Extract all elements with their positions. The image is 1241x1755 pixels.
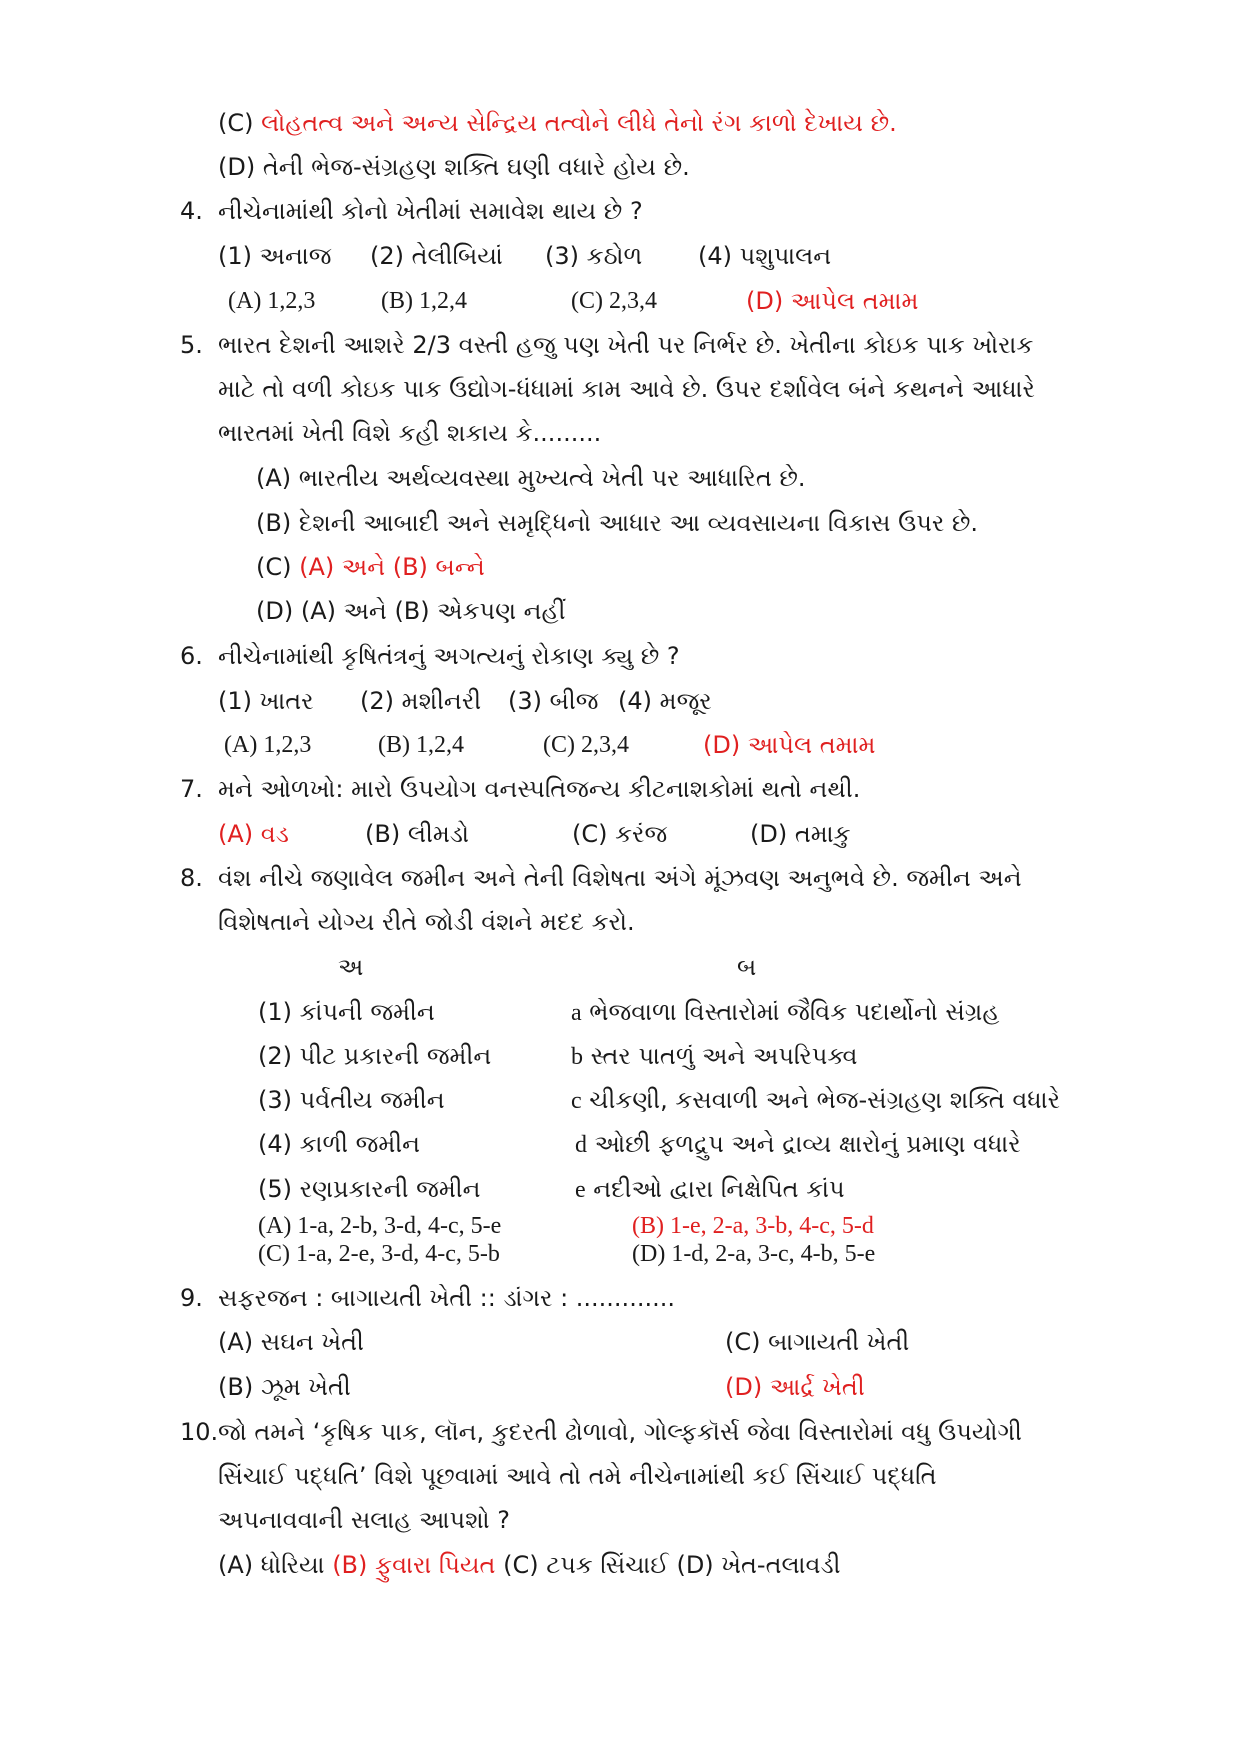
q9-number: 9. xyxy=(180,1284,203,1312)
q6-option-b: (B) 1,2,4 xyxy=(378,732,464,758)
q9-option-a: (A) સઘન ખેતી xyxy=(218,1328,364,1356)
q8-right-text-b: સ્તર પાતળું અને અપરિપક્વ xyxy=(590,1042,858,1070)
q7-number: 7. xyxy=(180,775,203,803)
q5-line-3: ભારતમાં ખેતી વિશે કહી શકાય કે......... xyxy=(218,419,602,447)
q6-item-2: (2) મશીનરી xyxy=(360,687,482,715)
q5-line-2: માટે તો વળી કોઇક પાક ઉદ્યોગ-ધંધામાં કામ આવે છે. ઉપર દર્શાવેલ બંને કથનને આધારે xyxy=(218,375,1035,403)
q8-right-key-e: e xyxy=(575,1177,586,1203)
q4-option-a: (A) 1,2,3 xyxy=(228,288,316,314)
q10-option-b-answer: (B) ફુવારા પિયત xyxy=(332,1551,496,1579)
q10-line-2: સિંચાઈ પદ્ધતિ’ વિશે પૂછવામાં આવે તો તમે નીચેનામાંથી કઈ સિંચાઈ પદ્ધતિ xyxy=(218,1462,937,1490)
q8-column-a-header: અ xyxy=(338,953,364,981)
q5-option-c xyxy=(256,552,485,582)
q8-left-item-5: (5) રણપ્રકારની જમીન xyxy=(258,1175,481,1203)
q6-option-d-answer: (D) આપેલ તમામ xyxy=(703,731,876,759)
q4-option-b: (B) 1,2,4 xyxy=(381,288,467,314)
q5-line-1: ભારત દેશની આશરે 2/3 વસ્તી હજુ પણ ખેતી પર નિર્ભર છે. ખેતીના કોઇક પાક ખોરાક xyxy=(218,331,1034,359)
q6-item-4: (4) મજૂર xyxy=(618,687,712,715)
q5-number: 5. xyxy=(180,331,203,359)
q4-number: 4. xyxy=(180,197,203,225)
q6-number: 6. xyxy=(180,642,203,670)
q8-right-text-e: નદીઓ દ્વારા નિક્ષેપિત કાંપ xyxy=(593,1175,845,1203)
q3-option-c-label: (C) xyxy=(218,109,254,137)
q8-line-1: વંશ નીચે જણાવેલ જમીન અને તેની વિશેષતા અંગે મૂંઝવણ અનુભવે છે. જમીન અને xyxy=(218,864,1022,892)
q9-option-c: (C) બાગાયતી ખેતી xyxy=(725,1328,910,1356)
q8-right-item-a xyxy=(571,997,999,1028)
q8-right-text-a: ભેજવાળા વિસ્તારોમાં જૈવિક પદાર્થોનો સંગ્રહ xyxy=(589,998,1000,1026)
q4-option-c: (C) 2,3,4 xyxy=(571,288,657,314)
q7-text: મને ઓળખો: મારો ઉપયોગ વનસ્પતિજન્ય કીટનાશકોમાં થતો નથી. xyxy=(218,775,861,803)
q6-option-c: (C) 2,3,4 xyxy=(543,732,629,758)
q10-options xyxy=(218,1550,841,1580)
q8-left-item-3: (3) પર્વતીય જમીન xyxy=(258,1086,445,1114)
q8-column-b-header: બ xyxy=(737,953,757,981)
q8-right-text-c: ચીકણી, કસવાળી અને ભેજ-સંગ્રહણ શક્તિ વધારે xyxy=(589,1086,1060,1114)
q7-option-d: (D) તમાકુ xyxy=(750,820,851,848)
q10-option-c: (C) ટપક સિંચાઈ xyxy=(503,1551,669,1579)
q8-right-item-b xyxy=(571,1041,857,1072)
q9-option-d-answer: (D) આર્દ્ર ખેતી xyxy=(725,1373,865,1401)
q10-line-1: જો તમને ‘કૃષિક પાક, લૉન, કુદરતી ઢોળાવો, ગોલ્ફકૉર્સ જેવા વિસ્તારોમાં વધુ ઉપયોગી xyxy=(218,1418,1022,1446)
q3-option-c xyxy=(218,108,897,138)
q6-item-3: (3) બીજ xyxy=(508,687,599,715)
q8-left-item-2: (2) પીટ પ્રકારની જમીન xyxy=(258,1042,492,1070)
q8-right-item-c xyxy=(571,1085,1060,1116)
q10-number: 10. xyxy=(180,1418,219,1446)
q5-option-c-label: (C) xyxy=(256,553,292,581)
q6-item-1: (1) ખાતર xyxy=(218,687,314,715)
q5-option-c-answer: (A) અને (B) બન્ને xyxy=(299,553,485,581)
q8-line-2: વિશેષતાને યોગ્ય રીતે જોડી વંશને મદદ કરો. xyxy=(218,908,635,936)
q8-option-a: (A) 1-a, 2-b, 3-d, 4-c, 5-e xyxy=(258,1213,502,1239)
q3-option-c-answer: લોહતત્વ અને અન્ય સેન્દ્રિય તત્વોને લીધે તેનો રંગ કાળો દેખાય છે. xyxy=(261,109,897,137)
q8-right-key-a: a xyxy=(571,1000,582,1026)
q8-right-key-d: d xyxy=(575,1132,587,1158)
q7-option-a-answer: (A) વડ xyxy=(218,820,289,848)
q8-right-item-d xyxy=(575,1129,1021,1160)
q5-option-b: (B) દેશની આબાદી અને સમૃદ્ધિનો આધાર આ વ્યવસાયના વિકાસ ઉપર છે. xyxy=(256,509,979,537)
q4-text: નીચેનામાંથી કોનો ખેતીમાં સમાવેશ થાય છે ? xyxy=(218,197,643,225)
q8-number: 8. xyxy=(180,864,203,892)
q3-option-d: (D) તેની ભેજ-સંગ્રહણ શક્તિ ઘણી વધારે હોય છે. xyxy=(218,153,690,181)
q10-option-d: (D) ખેત-તલાવડી xyxy=(676,1551,841,1579)
q8-option-d: (D) 1-d, 2-a, 3-c, 4-b, 5-e xyxy=(632,1241,876,1267)
q8-option-c: (C) 1-a, 2-e, 3-d, 4-c, 5-b xyxy=(258,1241,500,1267)
q10-option-a: (A) ધોરિયા xyxy=(218,1551,325,1579)
q8-option-b-answer: (B) 1-e, 2-a, 3-b, 4-c, 5-d xyxy=(632,1213,874,1239)
q4-item-1: (1) અનાજ xyxy=(218,242,332,270)
q9-option-b: (B) ઝૂમ ખેતી xyxy=(218,1373,351,1401)
q8-right-key-c: c xyxy=(571,1088,582,1114)
q5-option-a: (A) ભારતીય અર્થવ્યવસ્થા મુખ્યત્વે ખેતી પર આધારિત છે. xyxy=(256,464,806,492)
q7-option-b: (B) લીમડો xyxy=(365,820,469,848)
q8-left-item-4: (4) કાળી જમીન xyxy=(258,1130,421,1158)
q10-line-3: અપનાવવાની સલાહ આપશો ? xyxy=(218,1506,510,1534)
q8-left-item-1: (1) કાંપની જમીન xyxy=(258,998,435,1026)
q9-text: સફરજન : બાગાયતી ખેતી :: ડાંગર : ............. xyxy=(218,1284,675,1312)
q6-option-a: (A) 1,2,3 xyxy=(224,732,312,758)
q5-option-d: (D) (A) અને (B) એકપણ નહીં xyxy=(256,597,566,625)
q6-text: નીચેનામાંથી કૃષિતંત્રનું અગત્યનું રોકાણ ક્યુ છે ? xyxy=(218,642,680,670)
q8-right-text-d: ઓછી ફળદ્રુપ અને દ્રાવ્ય ક્ષારોનું પ્રમાણ વધારે xyxy=(594,1130,1021,1158)
q4-option-d-answer: (D) આપેલ તમામ xyxy=(746,287,919,315)
q8-right-item-e xyxy=(575,1174,845,1205)
q7-option-c: (C) કરંજ xyxy=(572,820,668,848)
q8-right-key-b: b xyxy=(571,1044,583,1070)
q4-item-2: (2) તેલીબિયાં xyxy=(370,242,503,270)
q4-item-4: (4) પશુપાલન xyxy=(698,242,832,270)
q4-item-3: (3) કઠોળ xyxy=(545,242,643,270)
